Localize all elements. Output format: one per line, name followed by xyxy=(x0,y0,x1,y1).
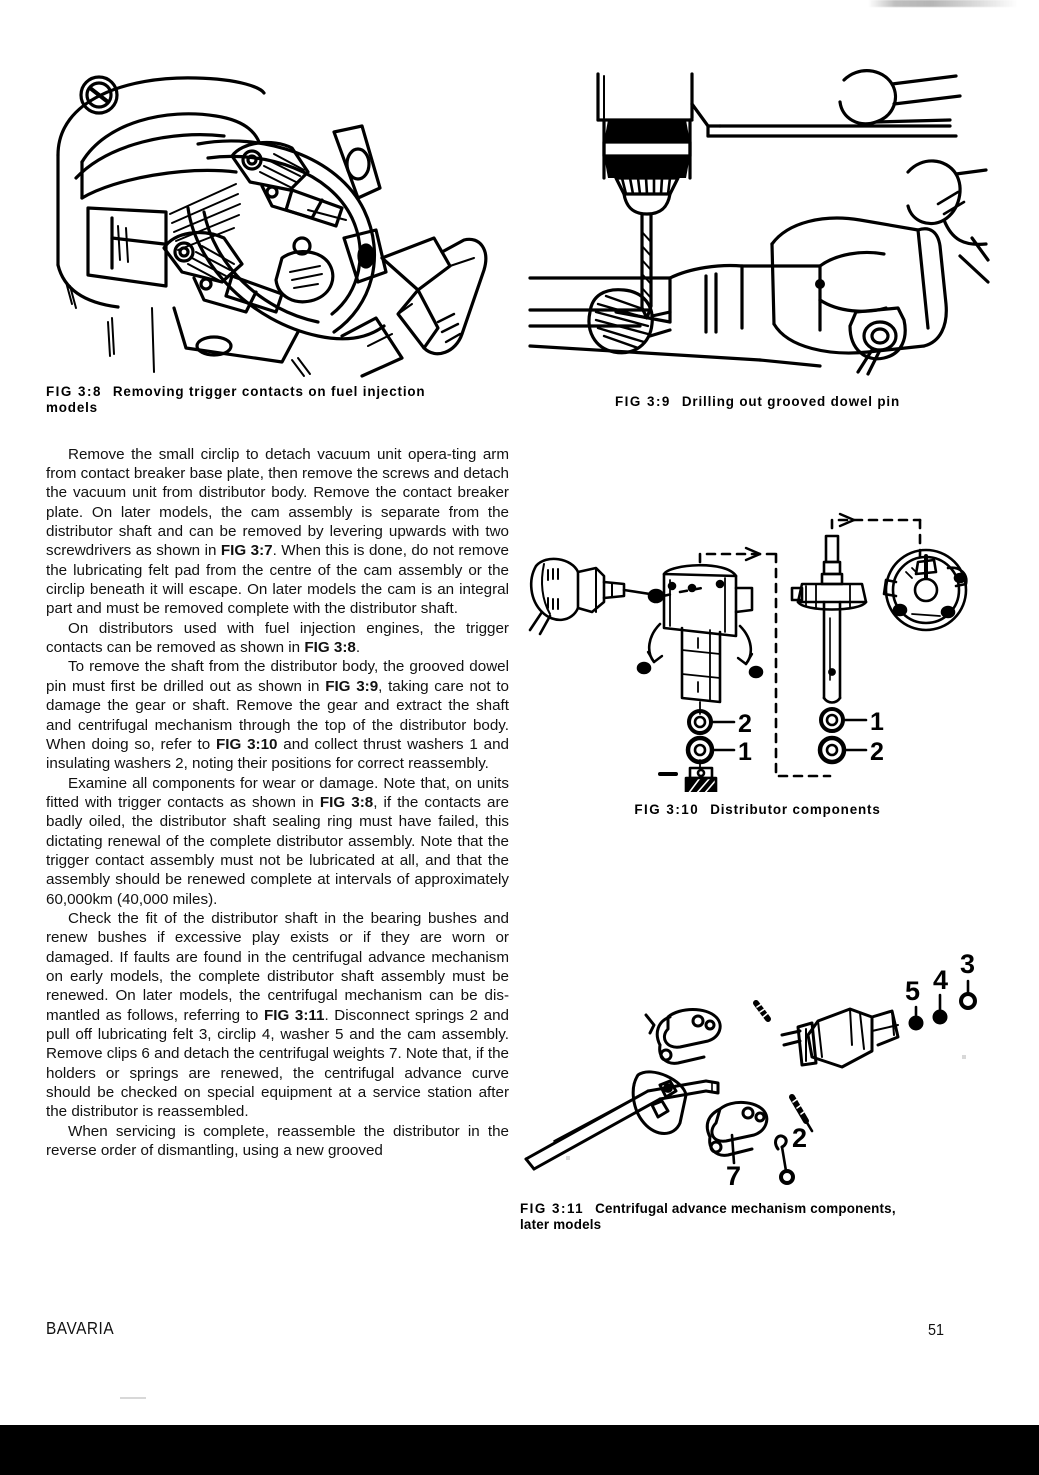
figure-reference: FIG 3:11 xyxy=(263,1006,325,1024)
figure-3-8-caption xyxy=(46,384,509,417)
figure-3-8-title: Removing trigger contacts on fuel injection xyxy=(112,384,426,399)
figure-3-11-title: Centrifugal advance mechanism components, xyxy=(595,1200,896,1216)
figure-3-9-title: Drilling out grooved dowel pin xyxy=(681,394,901,409)
figure-3-10-caption xyxy=(520,802,995,818)
scan-artifact-bottom-band xyxy=(0,1425,1039,1475)
body-paragraph: Check the fit of the distributor shaft in the bearing bushes and renew bushes if excessive play exists or if they are worn or damaged. If faults are found in the centrifugal advance mechanism on early models, the complete distributor shaft assembly must be renewed. On later models, the centrifugal mechanism can be dis-mantled as follows, referring to FIG 3:11. Disconnect springs 2 and pull off lubricating felt 3, circlip 4, washer 5 and the cam assembly. Remove clips 6 and detach the centrifugal weights 7. Note that, if the holders or springs are renewed, the centrifugal advance curve should be checked on special equipment at a service station after the distributor is reassembled. xyxy=(46,909,509,1121)
figure-reference: FIG 3:7 xyxy=(220,542,273,560)
figure-3-10-callout-2-right: 2 xyxy=(870,738,884,767)
figure-3-10-callout-1-left: 1 xyxy=(738,738,752,767)
figure-3-8-illustration xyxy=(46,60,509,378)
body-paragraph: When servicing is complete, reassemble the distributor in the reverse order of dismantling, using a new grooved xyxy=(46,1122,509,1160)
scan-artifact-top-smudge xyxy=(868,0,1018,7)
figure-3-10-callout-2-left: 2 xyxy=(738,710,752,739)
footer-brand: BAVARIA xyxy=(46,1318,115,1338)
figure-3-11-callout-4: 4 xyxy=(933,964,949,995)
figure-reference: FIG 3:10 xyxy=(215,735,278,753)
figure-3-10-callout-1-right: 1 xyxy=(870,708,884,737)
body-paragraph: Examine all components for wear or damage. Note that, on units fitted with trigger contacts as shown in FIG 3:8, if the contacts are badly oiled, the distributor shaft sealing ring must have failed, this dictating renewal of the complete distributor assembly. Note that the trigger contact assembly must not be lubricated at all, and that the assembly should be renewed complete at intervals of approximately 60,000km (40,000 miles). xyxy=(46,774,509,908)
figure-3-11-callout-7: 7 xyxy=(726,1160,742,1191)
footer-page-number: 51 xyxy=(928,1322,945,1339)
figure-3-8-title-line2: models xyxy=(46,400,98,416)
figure-3-11-title-line2: later models xyxy=(520,1217,602,1233)
right-column xyxy=(520,60,995,1233)
figure-3-11-illustration xyxy=(520,945,995,1195)
scan-speck xyxy=(120,1397,146,1399)
figure-3-9-number: FIG 3:9 xyxy=(614,394,671,409)
figure-3-10-illustration xyxy=(520,502,995,792)
figure-3-8-number: FIG 3:8 xyxy=(46,384,102,399)
figure-3-9-illustration xyxy=(520,60,995,378)
body-text xyxy=(46,445,509,1161)
body-paragraph: Remove the small circlip to detach vacuum unit opera-ting arm from contact breaker base plate, then remove the screws and detach the vacuum unit from distributor body. Remove the contact breaker plate. On later models, the cam assembly is separate from the distributor shaft and can be removed by levering upwards with two screwdrivers as shown in FIG 3:7. When this is done, do not remove the lubricating felt pad from the centre of the cam assembly or the circlip beneath it will escape. On later models the cam is an integral part and must be removed complete with the distributor shaft. xyxy=(46,445,510,618)
figure-3-10-title: Distributor components xyxy=(710,802,881,818)
figure-3-11-caption xyxy=(520,1201,995,1234)
figure-3-11-callout-3: 3 xyxy=(960,948,976,979)
figure-reference: FIG 3:9 xyxy=(325,677,379,695)
figure-3-11-callout-6 xyxy=(772,1167,787,1194)
figure-reference: FIG 3:8 xyxy=(304,639,356,657)
figure-3-9-caption xyxy=(520,394,995,410)
figure-3-11-number: FIG 3:11 xyxy=(520,1200,585,1216)
figure-reference: FIG 3:8 xyxy=(319,793,374,811)
body-paragraph: To remove the shaft from the distributor body, the grooved dowel pin must first be drilled out as shown in FIG 3:9, taking care not to damage the gear or shaft. Remove the gear and extract the shaft and centrifugal mechanism through the top of the distributor body. When doing so, refer to FIG 3:10 and collect thrust washers 1 and insulating washers 2, noting their positions for correct reassembly. xyxy=(46,658,510,773)
figure-3-11-callout-2: 2 xyxy=(792,1122,808,1153)
figure-3-10-number: FIG 3:10 xyxy=(634,802,700,818)
left-column xyxy=(46,60,509,1160)
figure-3-11-callout-5: 5 xyxy=(905,975,921,1006)
body-paragraph: On distributors used with fuel injection engines, the trigger contacts can be removed as shown in FIG 3:8. xyxy=(46,619,509,657)
